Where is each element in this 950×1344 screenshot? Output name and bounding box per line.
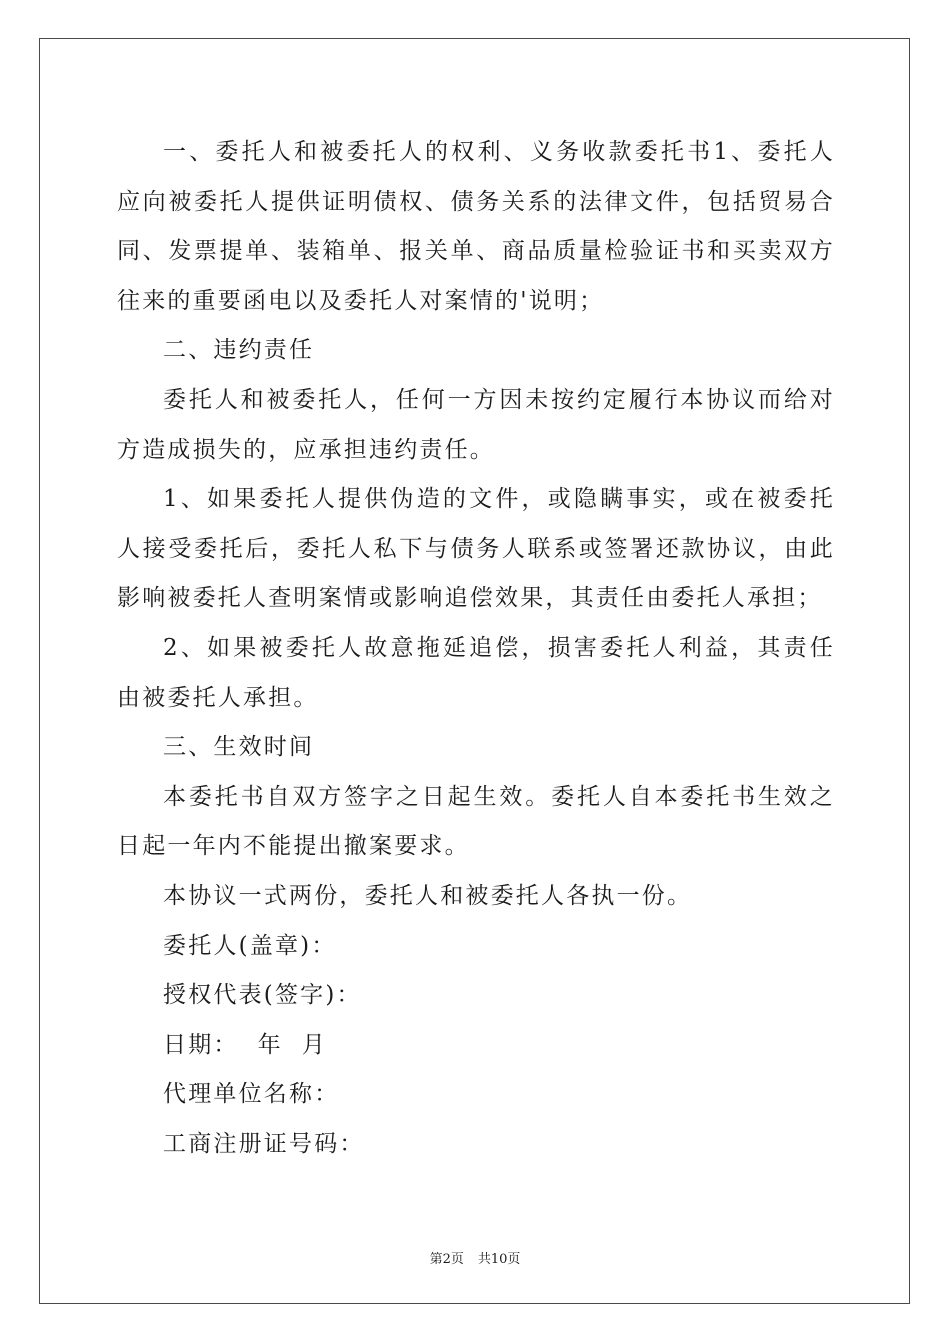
paragraph-effective-time: 本委托书自双方签字之日起生效。委托人自本委托书生效之日起一年内不能提出撤案要求。 <box>117 783 835 860</box>
paragraph-breach-item-1: 1、如果委托人提供伪造的文件，或隐瞒事实，或在被委托人接受委托后，委托人私下与债务人联系或签署还款协议，由此影响被委托人查明案情或影响追偿效果，其责任由委托人承担； <box>117 486 835 612</box>
heading-breach-liability: 二、违约责任 <box>163 337 315 364</box>
field-authorized-rep: 授权代表(签字)： <box>163 982 362 1009</box>
field-registration-number: 工商注册证号码： <box>163 1130 365 1157</box>
paragraph-breach-general: 委托人和被委托人，任何一方因未按约定履行本协议而给对方造成损失的，应承担违约责任。 <box>117 386 835 463</box>
field-principal-seal: 委托人(盖章)： <box>163 932 337 959</box>
heading-effective-time: 三、生效时间 <box>163 734 315 761</box>
document-body <box>117 128 835 1169</box>
page-total: 共10页 <box>477 1252 521 1267</box>
paragraph-copies: 本协议一式两份，委托人和被委托人各执一份。 <box>163 882 693 909</box>
field-date: 日期： 年 月 <box>163 1031 328 1058</box>
page-number: 第2页 <box>429 1252 464 1267</box>
paragraph-breach-item-2: 2、如果被委托人故意拖延追偿，损害委托人利益，其责任由被委托人承担。 <box>117 634 835 711</box>
paragraph-rights-obligations: 一、委托人和被委托人的权利、义务收款委托书1、委托人应向被委托人提供证明债权、债务关系的法律文件，包括贸易合同、发票提单、装箱单、报关单、商品质量检验证书和买卖双方往来的重要函电以及委托人对案情的'说明； <box>117 139 835 314</box>
field-agent-name: 代理单位名称： <box>163 1081 340 1108</box>
page-footer <box>0 1248 950 1267</box>
